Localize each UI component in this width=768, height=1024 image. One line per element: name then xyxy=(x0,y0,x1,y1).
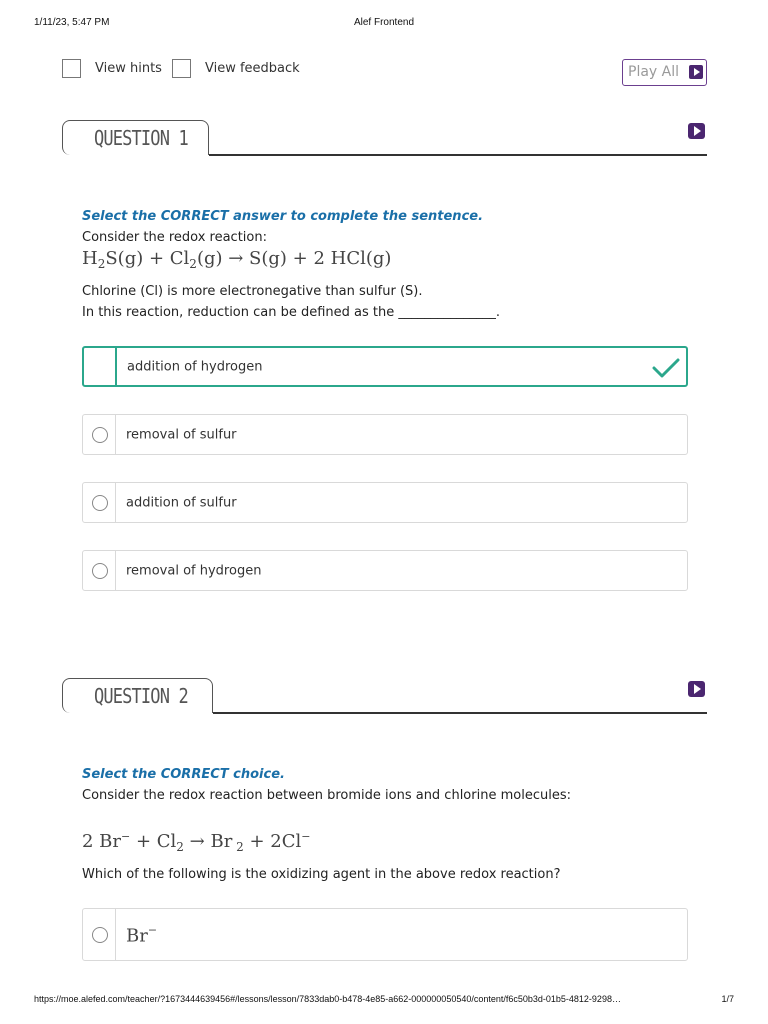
play-question-1-icon[interactable] xyxy=(688,123,705,139)
option-gutter xyxy=(83,415,116,454)
question-2-title: QUESTION 2 xyxy=(94,684,188,708)
view-hints-label: View hints xyxy=(95,61,162,76)
view-feedback-label: View feedback xyxy=(205,61,300,76)
play-all-button[interactable] xyxy=(622,59,707,86)
question-2-equation: 2 $Br^- + Cl_2 \to Br$ $_2$ + 2Cl− xyxy=(82,830,311,854)
question-2-intro: Consider the redox reaction between bromide ions and chlorine molecules: xyxy=(82,788,571,803)
question-1-divider xyxy=(209,154,707,156)
q1-option-1[interactable] xyxy=(82,346,688,387)
radio-button[interactable] xyxy=(92,427,108,443)
print-header xyxy=(0,17,768,31)
print-footer xyxy=(0,994,768,1008)
option-gutter xyxy=(83,551,116,590)
question-1-title: QUESTION 1 xyxy=(94,126,188,150)
print-date: 1/11/23, 5:47 PM xyxy=(34,17,110,28)
option-gutter xyxy=(84,348,117,385)
question-2-prompt: Which of the following is the oxidizing agent in the above redox reaction? xyxy=(82,867,561,882)
option-text: removal of sulfur xyxy=(126,427,237,442)
question-1-prompt: In this reaction, reduction can be defined as the _______________. xyxy=(82,305,501,320)
play-question-2-icon[interactable] xyxy=(688,681,705,697)
radio-button[interactable] xyxy=(92,927,108,943)
view-feedback-checkbox[interactable] xyxy=(172,59,191,78)
play-icon xyxy=(689,65,703,79)
play-all-label: Play All xyxy=(628,64,680,80)
option-text: addition of hydrogen xyxy=(127,359,263,374)
print-page-number: 1/7 xyxy=(721,994,734,1004)
question-1-header xyxy=(62,120,707,156)
radio-button[interactable] xyxy=(92,495,108,511)
print-url: https://moe.alefed.com/teacher/?1673444639456#/lessons/lesson/7833dab0-b478-4e85-a662-000000050540/content/f6c50b3d-01b5-4812-9298… xyxy=(34,994,621,1004)
question-1-statement: Chlorine (Cl) is more electronegative than sulfur (S). xyxy=(82,284,423,299)
q1-option-3[interactable] xyxy=(82,482,688,523)
question-1-tab xyxy=(62,120,209,155)
q2-option-1[interactable] xyxy=(82,908,688,961)
view-hints-checkbox[interactable] xyxy=(62,59,81,78)
q1-option-4[interactable] xyxy=(82,550,688,591)
option-text: addition of sulfur xyxy=(126,495,237,510)
question-2-header xyxy=(62,678,707,714)
question-1-intro: Consider the redox reaction: xyxy=(82,230,267,245)
q1-option-2[interactable] xyxy=(82,414,688,455)
question-2-tab xyxy=(62,678,213,713)
option-text: Br− xyxy=(126,923,158,946)
question-1-instruction: Select the CORRECT answer to complete the sentence. xyxy=(82,209,484,224)
option-text: removal of hydrogen xyxy=(126,563,262,578)
print-title: Alef Frontend xyxy=(353,17,415,28)
checkmark-icon xyxy=(652,357,680,379)
question-2-instruction: Select the CORRECT choice. xyxy=(82,767,285,782)
option-gutter xyxy=(83,909,116,960)
question-2-divider xyxy=(213,712,707,714)
radio-button[interactable] xyxy=(92,563,108,579)
option-gutter xyxy=(83,483,116,522)
question-1-equation: $H_2S(g) + Cl_2(g) \to S(g) + 2$ HCl(g) xyxy=(82,248,392,271)
